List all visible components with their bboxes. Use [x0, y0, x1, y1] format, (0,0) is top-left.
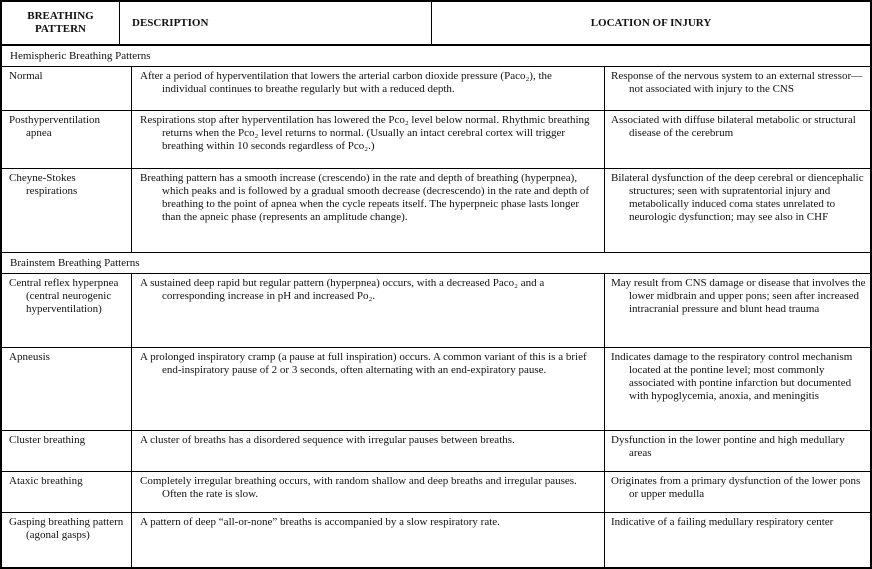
column-header-location-of-injury-label: LOCATION OF INJURY: [590, 16, 712, 29]
location-cell: Dysfunction in the lower pontine and high medullary areas: [611, 434, 845, 459]
pattern-cell: Ataxic breathing: [2, 472, 132, 512]
pattern-cell: Central reflex hyperpnea (central neurogenic hyperventilation): [2, 274, 132, 347]
section-title: Brainstem Breathing Patterns: [10, 257, 140, 269]
section-title: Hemispheric Breathing Patterns: [10, 50, 151, 62]
table-row-central-reflex-hyperpnea: [2, 274, 870, 348]
pattern-cell: Cluster breathing: [2, 431, 132, 471]
location-cell: Bilateral dysfunction of the deep cerebral or diencephalic structures; seen with supratentorial injury and metabolically induced coma states unrelated to neurologic dysfunction; may see also in CHF: [611, 172, 864, 223]
description-cell: A sustained deep rapid but regular pattern (hyperpnea) occurs, with a decreased Paco₂ and a corresponding increase in pH and increased Po₂.: [132, 274, 605, 347]
pattern-cell: Gasping breathing pattern (agonal gasps): [2, 513, 132, 567]
location-cell: Indicates damage to the respiratory control mechanism located at the pontine level; most commonly associated with pontine infarction but documented with hypoglycemia, anoxia, and meningitis: [611, 351, 853, 402]
table-row-posthyperventilation-apnea: [2, 111, 870, 169]
description-cell: A cluster of breaths has a disordered sequence with irregular pauses between breaths.: [132, 431, 605, 471]
pattern-cell: Normal: [2, 67, 132, 110]
pattern-cell: Apneusis: [2, 348, 132, 430]
location-cell: Originates from a primary dysfunction of the lower pons or upper medulla: [611, 475, 861, 500]
table-header-row: [2, 2, 870, 46]
table-row-ataxic-breathing: [2, 472, 870, 513]
column-header-breathing-pattern: [2, 2, 120, 44]
description-cell: A pattern of deep “all-or-none” breaths is accompanied by a slow respiratory rate.: [132, 513, 605, 567]
location-cell: Response of the nervous system to an external stressor—not associated with injury to the CNS: [611, 70, 863, 95]
description-cell: After a period of hyperventilation that lowers the arterial carbon dioxide pressure (Paco₂), the individual continues to breathe regularly but with a reduced depth.: [132, 67, 605, 110]
location-cell: May result from CNS damage or disease that involves the lower midbrain and upper pons; seen after increased intracranial pressure and blunt head trauma: [611, 277, 866, 315]
description-cell: Respirations stop after hyperventilation has lowered the Pco₂ level below normal. Rhythmic breathing returns when the Pco₂ level returns to normal. (Usually an intact cerebral cortex will trigger breathing within 10 seconds regardless of Pco₂.): [132, 111, 605, 168]
pattern-cell: Cheyne-Stokes respirations: [2, 169, 132, 252]
description-cell: A prolonged inspiratory cramp (a pause at full inspiration) occurs. A common variant of this is a brief end-inspiratory pause of 2 or 3 seconds, often alternating with an end-expiratory pause.: [132, 348, 605, 430]
table-row-gasping-breathing-pattern: [2, 513, 870, 567]
column-header-location-of-injury: [432, 2, 870, 44]
section-row-brainstem: [2, 253, 870, 274]
table-row-normal: [2, 67, 870, 111]
location-cell: Associated with diffuse bilateral metabolic or structural disease of the cerebrum: [611, 114, 856, 139]
description-cell: Completely irregular breathing occurs, with random shallow and deep breaths and irregular pauses. Often the rate is slow.: [132, 472, 605, 512]
description-cell: Breathing pattern has a smooth increase (crescendo) in the rate and depth of breathing (hyperpnea), which peaks and is followed by a gradual smooth decrease (decrescendo) in the rate and depth of breathing to the point of apnea when the cycle repeats itself. The hyperpneic phase lasts longer than the apneic phase (represents an amplitude change).: [132, 169, 605, 252]
pattern-cell: Posthyperventilation apnea: [2, 111, 132, 168]
table-row-cheyne-stokes-respirations: [2, 169, 870, 253]
column-header-description: [120, 2, 432, 44]
column-header-description-label: DESCRIPTION: [132, 16, 209, 29]
table-row-cluster-breathing: [2, 431, 870, 472]
column-header-breathing-pattern-label: BREATHING PATTERN: [27, 10, 94, 35]
section-row-hemispheric: [2, 46, 870, 67]
location-cell: Indicative of a failing medullary respiratory center: [611, 516, 834, 528]
table-row-apneusis: [2, 348, 870, 431]
